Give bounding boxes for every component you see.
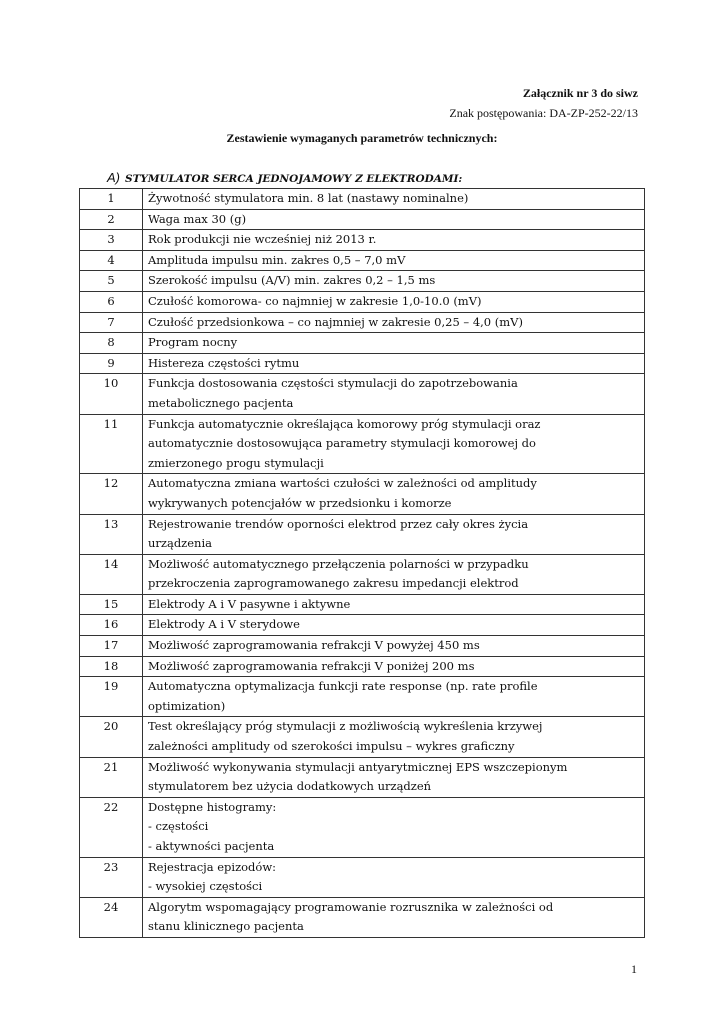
- row-requirement: [143, 250, 645, 271]
- row-number: 10: [80, 374, 143, 414]
- table-row: [80, 209, 645, 230]
- row-requirement: [143, 857, 645, 897]
- requirement-line: Możliwość wykonywania stymulacji antyarytmicznej EPS wszczepionym: [148, 759, 568, 774]
- row-number: 7: [80, 312, 143, 333]
- table-row: [80, 230, 645, 251]
- table-row: [80, 554, 645, 594]
- section-heading: [107, 170, 462, 185]
- row-requirement: [143, 312, 645, 333]
- requirement-line: - częstości: [148, 819, 209, 834]
- row-number: 8: [80, 333, 143, 354]
- requirement-line: urządzenia: [148, 536, 212, 551]
- requirement-line: zmierzonego progu stymulacji: [148, 455, 324, 470]
- requirement-line: Żywotność stymulatora min. 8 lat (nastawy nominalne): [148, 191, 469, 205]
- requirement-line: Program nocny: [148, 335, 238, 350]
- row-number: 9: [80, 353, 143, 374]
- page-number: 1: [631, 962, 637, 976]
- row-number: 13: [80, 514, 143, 554]
- table-row: [80, 414, 645, 474]
- document-title: Zestawienie wymaganych parametrów technicznych:: [226, 131, 498, 145]
- table-row: [80, 312, 645, 333]
- row-number: 19: [80, 677, 143, 717]
- row-requirement: [143, 374, 645, 414]
- row-number: 4: [80, 250, 143, 271]
- table-row: [80, 374, 645, 414]
- table-row: [80, 474, 645, 514]
- row-number: 1: [80, 189, 143, 210]
- requirement-line: Automatyczna optymalizacja funkcji rate response (np. rate profile: [148, 679, 538, 694]
- row-requirement: [143, 554, 645, 594]
- requirement-line: Czułość przedsionkowa – co najmniej w zakresie 0,25 – 4,0 (mV): [148, 314, 523, 329]
- row-requirement: [143, 230, 645, 251]
- table-row: [80, 353, 645, 374]
- requirement-line: Możliwość automatycznego przełączenia polarności w przypadku: [148, 556, 529, 571]
- table-row: [80, 594, 645, 615]
- requirement-line: Automatyczna zmiana wartości czułości w zależności od amplitudy: [148, 476, 537, 491]
- requirement-line: Algorytm wspomagający programowanie rozrusznika w zależności od: [148, 899, 554, 914]
- parameters-table-body: [80, 189, 645, 938]
- table-row: [80, 636, 645, 657]
- row-number: 24: [80, 897, 143, 937]
- row-requirement: [143, 209, 645, 230]
- row-number: 5: [80, 271, 143, 292]
- procedure-reference: Znak postępowania: DA-ZP-252-22/13: [449, 106, 638, 120]
- section-name: STYMULATOR SERCA JEDNOJAMOWY Z ELEKTRODAMI:: [125, 173, 463, 185]
- section-letter: A): [107, 170, 120, 185]
- table-row: [80, 797, 645, 857]
- table-row: [80, 677, 645, 717]
- requirement-line: Amplituda impulsu min. zakres 0,5 – 7,0 mV: [148, 252, 406, 267]
- requirement-line: Możliwość zaprogramowania refrakcji V powyżej 450 ms: [148, 638, 480, 653]
- table-row: [80, 857, 645, 897]
- row-requirement: [143, 615, 645, 636]
- row-requirement: [143, 797, 645, 857]
- table-row: [80, 656, 645, 677]
- table-row: [80, 757, 645, 797]
- row-number: 12: [80, 474, 143, 514]
- requirement-line: automatycznie dostosowująca parametry stymulacji komorowej do: [148, 436, 536, 451]
- table-row: [80, 514, 645, 554]
- requirement-line: Możliwość zaprogramowania refrakcji V poniżej 200 ms: [148, 658, 475, 673]
- row-requirement: [143, 757, 645, 797]
- row-number: 11: [80, 414, 143, 474]
- requirement-line: Szerokość impulsu (A/V) min. zakres 0,2 – 1,5 ms: [148, 273, 436, 288]
- requirement-line: Czułość komorowa- co najmniej w zakresie 1,0-10.0 (mV): [148, 293, 482, 308]
- table-row: [80, 333, 645, 354]
- requirement-line: Rejestracja epizodów:: [148, 859, 277, 874]
- table-row: [80, 189, 645, 210]
- row-requirement: [143, 189, 645, 210]
- row-number: 22: [80, 797, 143, 857]
- requirement-line: Rok produkcji nie wcześniej niż 2013 r.: [148, 232, 377, 247]
- requirement-line: Histereza częstości rytmu: [148, 355, 300, 370]
- requirement-line: Rejestrowanie trendów oporności elektrod przez cały okres życia: [148, 516, 529, 531]
- table-row: [80, 291, 645, 312]
- requirement-line: stanu klinicznego pacjenta: [148, 919, 304, 934]
- row-number: 14: [80, 554, 143, 594]
- row-number: 23: [80, 857, 143, 897]
- table-row: [80, 897, 645, 937]
- row-number: 18: [80, 656, 143, 677]
- requirement-line: - wysokiej częstości: [148, 879, 263, 894]
- requirement-line: Funkcja automatycznie określająca komorowy próg stymulacji oraz: [148, 416, 541, 431]
- requirement-line: przekroczenia zaprogramowanego zakresu impedancji elektrod: [148, 576, 519, 591]
- row-number: 15: [80, 594, 143, 615]
- row-number: 2: [80, 209, 143, 230]
- table-row: [80, 615, 645, 636]
- row-number: 3: [80, 230, 143, 251]
- row-requirement: [143, 474, 645, 514]
- row-number: 20: [80, 717, 143, 757]
- requirement-line: - aktywności pacjenta: [148, 839, 275, 853]
- requirement-line: Elektrody A i V pasywne i aktywne: [148, 596, 351, 611]
- row-requirement: [143, 414, 645, 474]
- requirement-line: Elektrody A i V sterydowe: [148, 617, 300, 632]
- row-number: 21: [80, 757, 143, 797]
- requirement-line: wykrywanych potencjałów w przedsionku i komorze: [148, 495, 452, 510]
- row-requirement: [143, 897, 645, 937]
- table-row: [80, 717, 645, 757]
- requirement-line: Waga max 30 (g): [148, 211, 247, 226]
- row-requirement: [143, 594, 645, 615]
- table-row: [80, 271, 645, 292]
- row-requirement: [143, 291, 645, 312]
- row-number: 17: [80, 636, 143, 657]
- parameters-table: [79, 188, 645, 938]
- row-requirement: [143, 333, 645, 354]
- requirement-line: Funkcja dostosowania częstości stymulacji do zapotrzebowania: [148, 376, 518, 391]
- requirement-line: stymulatorem bez użycia dodatkowych urządzeń: [148, 779, 432, 794]
- requirement-line: optimization): [148, 698, 226, 713]
- table-row: [80, 250, 645, 271]
- requirement-line: zależności amplitudy od szerokości impulsu – wykres graficzny: [148, 739, 515, 754]
- row-requirement: [143, 717, 645, 757]
- requirement-line: metabolicznego pacjenta: [148, 395, 294, 410]
- row-number: 6: [80, 291, 143, 312]
- row-requirement: [143, 353, 645, 374]
- row-number: 16: [80, 615, 143, 636]
- requirement-line: Dostępne histogramy:: [148, 799, 277, 814]
- annex-label: Załącznik nr 3 do siwz: [522, 86, 638, 100]
- row-requirement: [143, 514, 645, 554]
- row-requirement: [143, 636, 645, 657]
- requirement-line: Test określający próg stymulacji z możliwością wykreślenia krzywej: [148, 719, 543, 734]
- row-requirement: [143, 271, 645, 292]
- row-requirement: [143, 656, 645, 677]
- row-requirement: [143, 677, 645, 717]
